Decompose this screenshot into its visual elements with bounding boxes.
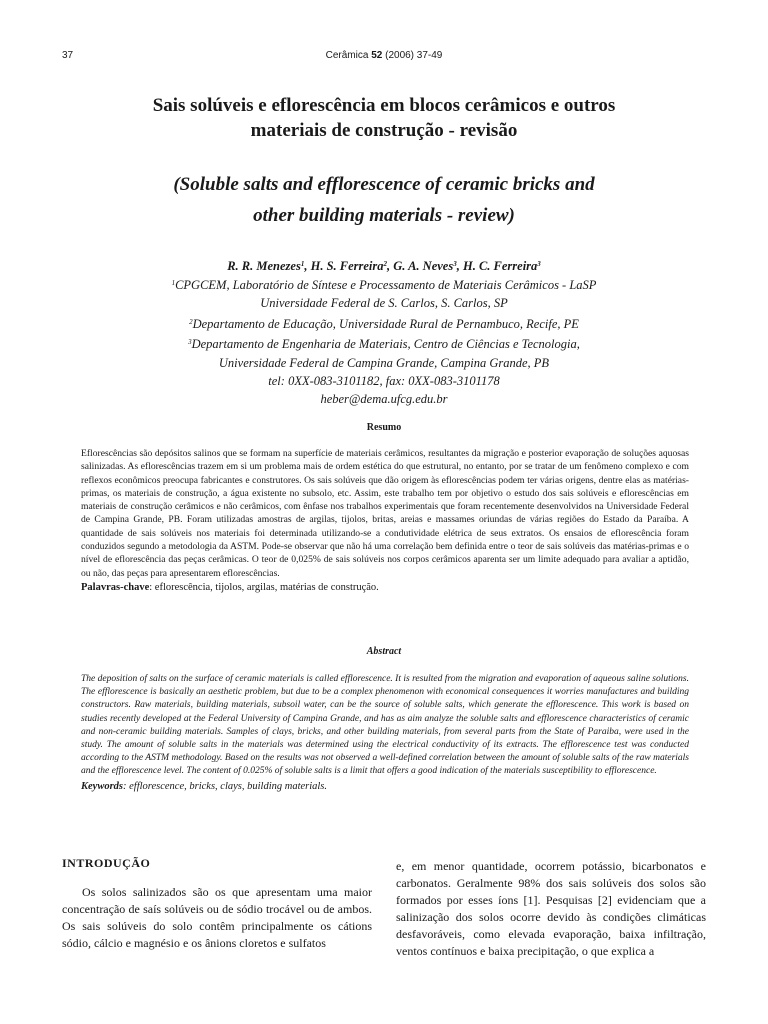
author-2: , H. S. Ferreira: [304, 259, 384, 273]
affiliation-1: [84, 274, 684, 294]
resumo-section: [81, 447, 689, 594]
title-english: [84, 169, 684, 231]
title-portuguese: [84, 93, 684, 143]
abstract-section: [81, 673, 689, 793]
resumo-body: Eflorescências são depósitos salinos que se formam na superfície de materiais cerâmicos, resultantes da migração e posterior evaporação de soluções aquosas salinizadas. As eflorescências trazem em si um problema mais de ordem estética do que estrutural, no entanto, por se tratar de um fenômeno complexo e com reflexos econômicos preocupa fabricantes e construtores. Os sais solúveis que dão origem às eflorescências podem ter várias origens, dentre elas as matérias-primas, os materiais de construção, a água existente no subsolo, etc. Assim, este trabalho tem por objetivo o estudo dos sais solúveis e eflorescências em materiais de construção cerâmicos e não cerâmicos, com ênfase nos trabalhos experimentais que foram recentemente desenvolvidos na Universidade Federal de Campina Grande, PB. Foram utilizadas amostras de argilas, tijolos, britas, areias e massames oriundas de várias regiões do Estado da Paraíba. A quantidade de sais solúveis nos materiais foi determinada utilizando-se a condutividade elétrica de seus extratos. Os ensaios de eflorescência foram conduzidos segundo a metodologia da ASTM. Pode-se observar que não há uma correlação bem definida entre o teor de sais solúveis das matérias-primas e o nível de eflorescência das peças cerâmicas. O teor de 0,025% de sais solúveis nos corpos cerâmicos aparenta ser um limite adequado para avaliar a aptidão, ou não, das peças para apresentarem eflorescências.: [81, 448, 689, 579]
author-3-sup: 3: [453, 260, 457, 268]
resumo-heading: Resumo: [366, 422, 402, 433]
affiliation-1-line-2: Universidade Federal de S. Carlos, S. Carlos, SP: [260, 296, 508, 311]
journal-citation: [0, 50, 768, 61]
journal-volume: 52: [371, 50, 383, 61]
right-column: [396, 858, 706, 960]
affiliation-2-line-1: Departamento de Educação, Universidade Rural de Pernambuco, Recife, PE: [192, 316, 579, 331]
intro-left-paragraph: Os solos salinizados são os que apresentam uma maior concentração de saís solúveis ou de sódio trocável ou de ambos. Os sais solúveis do solo contêm principalmente os cátions sódio, cálcio e magnésio e os ânions cloretos e sulfatos: [62, 885, 372, 950]
abstract-body: The deposition of salts on the surface of ceramic materials is called efflorescence. It is resulted from the migration and evaporation of aqueous saline solutions. The efflorescence is basically an aesthetic problem, but due to be a complex phenomenon with economical consequences it worries manufactures and building constructors. Raw materials, building materials, subsoil water, can be the source of soluble salts, which generate the efflorescence. This work is based on studies recently developed at the Federal University of Campina Grande, and has as aim analyze the soluble salts and efflorescence characteristics of ceramic and non-ceramic building materials. Samples of clays, bricks, and other building materials, from several parts from the State of Paraiba, were used in the study. The amount of soluble salts in the materials was determined using the electrical conductivity of its extracts. The efflorescence test was conducted according to the ASTM methodology. Based on the results was not observed a well-defined correlation between the amount of soluble salts of the raw materials and the efflorescence level. The content of 0.025% of soluble salts is a limit that offers a good indication of the materials susceptibility to efflorescence.: [81, 674, 689, 777]
abstract-keywords: [81, 780, 689, 793]
intro-heading: INTRODUÇÃO: [62, 856, 151, 870]
affiliation-1-sup: 1: [171, 279, 176, 287]
affiliation-2-sup: 2: [189, 317, 193, 326]
affiliation-3-line-2: Universidade Federal de Campina Grande, Campina Grande, PB: [218, 355, 550, 370]
contact-email: heber@dema.ufcg.edu.br: [320, 392, 448, 407]
abstract-keywords-label: Keywords: [81, 780, 123, 792]
author-3: , G. A. Neves: [387, 259, 454, 273]
affiliation-1-line-1: CPGCEM, Laboratório de Síntese e Processamento de Materiais Cerâmicos - LaSP: [175, 278, 597, 292]
contact-phone: tel: 0XX-083-3101182, fax: 0XX-083-3101178: [268, 374, 500, 389]
affiliation-2: [84, 313, 684, 333]
author-2-sup: 2: [383, 260, 388, 268]
author-4: , H. C. Ferreira: [456, 259, 538, 273]
author-list: [84, 255, 684, 276]
resumo-keywords-text: : eflorescência, tijolos, argilas, matérias de construção.: [149, 581, 379, 593]
title-en-line-2: other building materials - review): [253, 205, 515, 226]
title-pt-line-2: materiais de construção - revisão: [250, 120, 518, 141]
journal-year-pages: (2006) 37-49: [385, 50, 443, 61]
page-number: 37: [62, 50, 74, 61]
author-1-sup: 1: [300, 260, 305, 268]
journal-name: Cerâmica: [325, 50, 369, 61]
left-column: [62, 855, 372, 952]
title-pt-line-1: Sais solúveis e eflorescência em blocos cerâmicos e outros: [152, 95, 616, 116]
title-en-line-1: (Soluble salts and efflorescence of ceramic bricks and: [173, 174, 595, 195]
affiliation-3: [84, 333, 684, 353]
author-4-sup: 3: [537, 260, 541, 268]
intro-right-paragraph: e, em menor quantidade, ocorrem potássio, bicarbonatos e carbonatos. Geralmente 98% dos sais solúveis dos solos são formados por esses íons [1]. Pesquisas [2] evidenciam que a salinização dos solos ocorre devido às condições climáticas desfavoráveis, como elevada evaporação, baixa infiltração, ventos contínuos e baixa precipitação, o que explica a: [396, 859, 706, 958]
abstract-keywords-text: : efflorescence, bricks, clays, building materials.: [123, 780, 328, 792]
affiliation-3-sup: 3: [188, 338, 192, 347]
author-1: R. R. Menezes: [227, 259, 301, 273]
resumo-keywords: [81, 581, 689, 594]
affiliation-3-line-1: Departamento de Engenharia de Materiais, Centro de Ciências e Tecnologia,: [191, 337, 580, 352]
affiliations: [84, 274, 684, 409]
resumo-keywords-label: Palavras-chave: [81, 581, 150, 593]
abstract-heading: Abstract: [366, 646, 402, 657]
